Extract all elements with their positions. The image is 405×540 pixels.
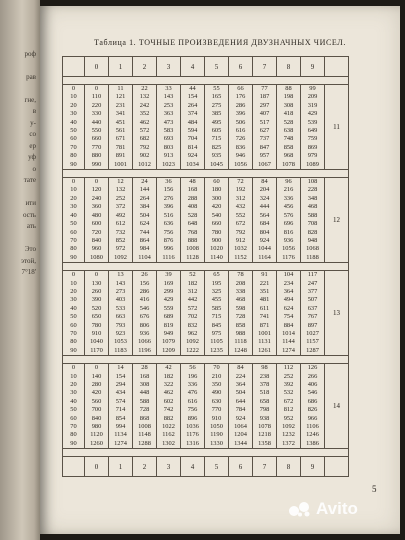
product-column: 0 130 260 390 520 650 780 910 1040 1170 [85,271,109,356]
left-page-text-fragment: о [32,164,36,173]
product-column: 126 266 406 546 686 826 966 1106 1246 1386 [301,364,325,449]
product-column: 104 234 364 494 624 754 884 1014 1144 1274 [277,271,301,356]
block-multiplier-label: 14 [325,364,349,449]
left-page-text-fragment: тате [23,176,36,184]
product-column: 33 143 253 363 473 583 693 803 913 1023 [157,85,181,170]
avito-logo-icon [288,501,312,517]
header-corner-cell [63,457,85,477]
left-page-text-fragment: у- [30,118,36,127]
header-digit: 2 [133,57,157,77]
left-page-text-fragment: ер [29,141,36,150]
header-row [63,57,349,77]
product-column: 28 168 308 448 588 728 868 1008 1148 1288 [133,364,157,449]
header-digit: 1 [109,457,133,477]
product-column: 56 196 336 476 616 756 896 1036 1176 1316 [181,364,205,449]
left-page-text-fragment: ити [25,199,36,207]
product-column: 42 182 322 462 602 742 882 1022 1162 1302 [157,364,181,449]
product-column: 96 216 336 456 576 696 816 936 1056 1176 [277,178,301,263]
block-gap-cell [63,77,349,85]
block-gap-row [63,170,349,178]
left-page-text-fragment: гне, [24,95,36,104]
left-page-text-fragment: уф [28,153,36,161]
header-digit: 1 [109,57,133,77]
product-column: 98 238 378 518 658 798 938 1078 1218 1358 [253,364,277,449]
header-digit: 7 [253,57,277,77]
table-block [63,271,349,356]
product-column: 52 182 312 442 572 702 832 962 1092 1222 [181,271,205,356]
multiplication-table [62,56,349,477]
header-digit: 3 [157,457,181,477]
table-title: Таблица 1. ТОЧНЫЕ ПРОИЗВЕДЕНИЯ ДВУЗНАЧНЫХ ЧИСЕЛ. [94,38,346,47]
header-digit: 9 [301,57,325,77]
product-column: 72 192 312 432 552 672 792 912 1032 1152 [229,178,253,263]
product-column: 70 210 350 490 630 770 910 1050 1190 1330 [205,364,229,449]
row-labels: 0 10 20 30 40 50 60 70 80 90 [63,364,85,449]
block-multiplier-label: 12 [325,178,349,263]
left-page-text-fragment: ать [26,222,36,230]
block-gap-cell [63,356,349,364]
product-column: 55 165 275 385 495 605 715 825 935 1045 [205,85,229,170]
header-digit: 4 [181,457,205,477]
header-digit: 2 [133,457,157,477]
product-column: 117 247 377 507 637 767 897 1027 1157 1287 [301,271,325,356]
header-digit: 0 [85,457,109,477]
product-column: 26 156 286 416 546 676 806 936 1066 1196 [133,271,157,356]
product-column: 24 144 264 384 504 624 744 864 984 1104 [133,178,157,263]
product-column: 13 143 273 403 533 663 793 923 1053 1183 [109,271,133,356]
block-gap-row [63,263,349,271]
row-labels: 0 10 20 30 40 50 60 70 80 90 [63,178,85,263]
block-gap-cell [63,263,349,271]
header-digit: 6 [229,57,253,77]
left-page-text-fragment: в [32,107,36,115]
product-column: 39 169 299 429 559 689 819 949 1079 1209 [157,271,181,356]
left-page-text-fragment: роф [24,49,36,58]
header-digit: 0 [85,57,109,77]
header-corner-cell [325,457,349,477]
product-column: 65 195 325 455 585 715 845 975 1105 1235 [205,271,229,356]
block-gap-cell [63,449,349,457]
left-page-text-fragment: 7°18' [21,268,36,276]
left-page-text-fragment: Это [24,245,36,253]
product-column: 99 209 319 429 539 649 759 869 979 1089 [301,85,325,170]
product-column: 77 187 297 407 517 627 737 847 957 1067 [253,85,277,170]
block-gap-row [63,77,349,85]
product-column: 0 140 280 420 560 700 840 980 1120 1260 [85,364,109,449]
header-corner-cell [325,57,349,77]
avito-watermark [288,499,358,519]
table-block [63,178,349,263]
page-number: 5 [372,484,377,494]
block-gap-row [63,356,349,364]
header-digit: 7 [253,457,277,477]
product-column: 84 224 364 504 644 784 924 1064 1204 1344 [229,364,253,449]
product-column: 11 121 231 341 451 561 671 781 891 1001 [109,85,133,170]
header-corner-cell [63,57,85,77]
row-labels: 0 10 20 30 40 50 60 70 80 90 [63,271,85,356]
book-page [40,6,400,534]
product-column: 0 120 240 360 480 600 720 840 960 1080 [85,178,109,263]
product-column: 14 154 294 434 574 714 854 994 1134 1274 [109,364,133,449]
left-page-text-fragment: со [29,130,36,138]
product-column: 78 208 338 468 598 728 858 988 1118 1248 [229,271,253,356]
product-column: 88 198 308 418 528 638 748 858 968 1078 [277,85,301,170]
header-digit: 9 [301,457,325,477]
product-column: 22 132 242 352 462 572 682 792 902 1012 [133,85,157,170]
watermark-text: Avito [316,499,358,518]
product-column: 48 168 288 408 528 648 768 888 1008 1128 [181,178,205,263]
header-digit: 5 [205,457,229,477]
block-multiplier-label: 11 [325,85,349,170]
table-block [63,364,349,449]
product-column: 0 110 220 330 440 550 660 770 880 990 [85,85,109,170]
block-gap-row [63,449,349,457]
product-column: 44 154 264 374 484 594 704 814 924 1034 [181,85,205,170]
product-column: 91 221 351 481 611 741 871 1001 1131 1261 [253,271,277,356]
header-digit: 8 [277,457,301,477]
table-block [63,85,349,170]
header-digit: 3 [157,57,181,77]
product-column: 36 156 276 396 516 636 756 876 996 1116 [157,178,181,263]
product-column: 112 252 392 532 672 812 952 1092 1232 1372 [277,364,301,449]
left-page-text-fragment: этой, [21,256,36,265]
product-column: 108 228 348 468 588 708 828 948 1068 1188 [301,178,325,263]
header-digit: 4 [181,57,205,77]
header-row [63,457,349,477]
block-multiplier-label: 13 [325,271,349,356]
left-page-edge [0,0,40,540]
header-digit: 5 [205,57,229,77]
header-digit: 6 [229,457,253,477]
header-digit: 8 [277,57,301,77]
row-labels: 0 10 20 30 40 50 60 70 80 90 [63,85,85,170]
product-column: 84 204 324 444 564 684 804 924 1044 1164 [253,178,277,263]
product-column: 60 180 300 420 540 660 780 900 1020 1140 [205,178,229,263]
left-page-text-fragment: ость [22,210,36,219]
product-column: 12 132 252 372 492 612 732 852 972 1092 [109,178,133,263]
product-column: 66 176 286 396 506 616 726 836 946 1056 [229,85,253,170]
left-page-text-fragment: рав [26,72,36,81]
block-gap-cell [63,170,349,178]
